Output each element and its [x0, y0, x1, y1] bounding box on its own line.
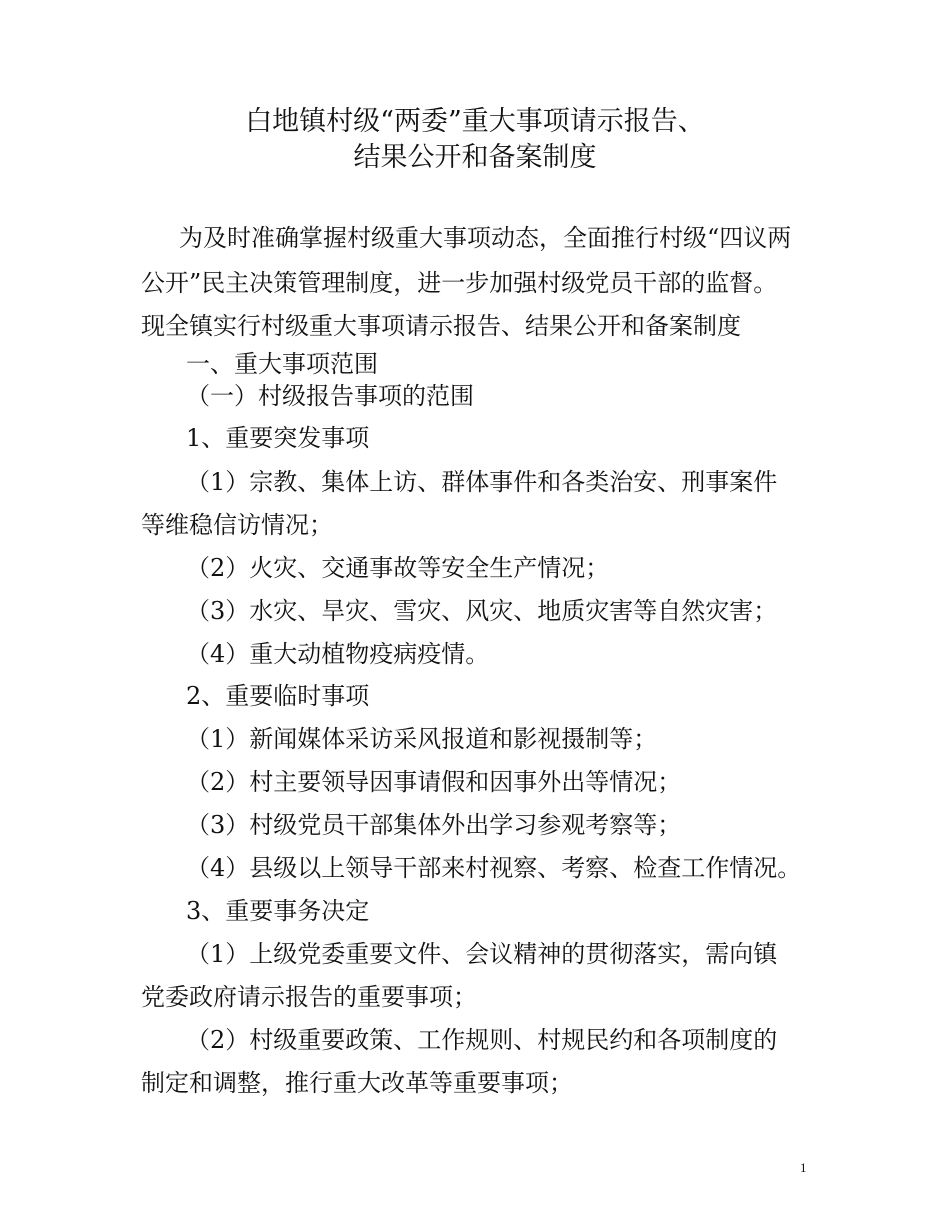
list-item-3-1-line-1: （1）上级党委重要文件、会议精神的贯彻落实，需向镇: [186, 940, 778, 968]
item-heading-3: 3、重要事务决定: [186, 897, 370, 925]
list-item-3-2-line-1: （2）村级重要政策、工作规则、村规民约和各项制度的: [186, 1026, 778, 1054]
subsection-heading: （一）村级报告事项的范围: [186, 382, 474, 410]
item-heading-1: 1、重要突发事项: [186, 424, 370, 452]
document-title-line-1: 白地镇村级“两委”重大事项请示报告、: [245, 106, 705, 137]
intro-line-1: 为及时准确掌握村级重大事项动态，全面推行村级“四议两: [179, 224, 792, 252]
list-item-2-4: （4）县级以上领导干部来村视察、考察、检查工作情况。: [186, 854, 802, 882]
list-item-2-2: （2）村主要领导因事请假和因事外出等情况；: [186, 768, 682, 796]
section-heading: 一、重大事项范围: [186, 350, 378, 378]
list-item-1-4: （4）重大动植物疫病疫情。: [186, 640, 490, 668]
intro-line-3: 现全镇实行村级重大事项请示报告、结果公开和备案制度: [141, 312, 741, 340]
list-item-3-2-line-2: 制定和调整，推行重大改革等重要事项；: [141, 1069, 573, 1097]
list-item-1-1-line-2: 等维稳信访情况；: [141, 511, 333, 539]
list-item-2-1: （1）新闻媒体采访采风报道和影视摄制等；: [186, 725, 658, 753]
page-number: 1: [800, 1160, 807, 1175]
list-item-1-3: （3）水灾、旱灾、雪灾、风灾、地质灾害等自然灾害；: [186, 597, 778, 625]
list-item-1-2: （2）火灾、交通事故等安全生产情况；: [186, 554, 610, 582]
item-heading-2: 2、重要临时事项: [186, 682, 370, 710]
list-item-2-3: （3）村级党员干部集体外出学习参观考察等；: [186, 811, 682, 839]
list-item-3-1-line-2: 党委政府请示报告的重要事项；: [141, 983, 477, 1011]
intro-line-2: 公开”民主决策管理制度，进一步加强村级党员干部的监督。: [141, 269, 778, 297]
document-title-line-2: 结果公开和备案制度: [353, 142, 597, 173]
list-item-1-1-line-1: （1）宗教、集体上访、群体事件和各类治安、刑事案件: [186, 468, 778, 496]
